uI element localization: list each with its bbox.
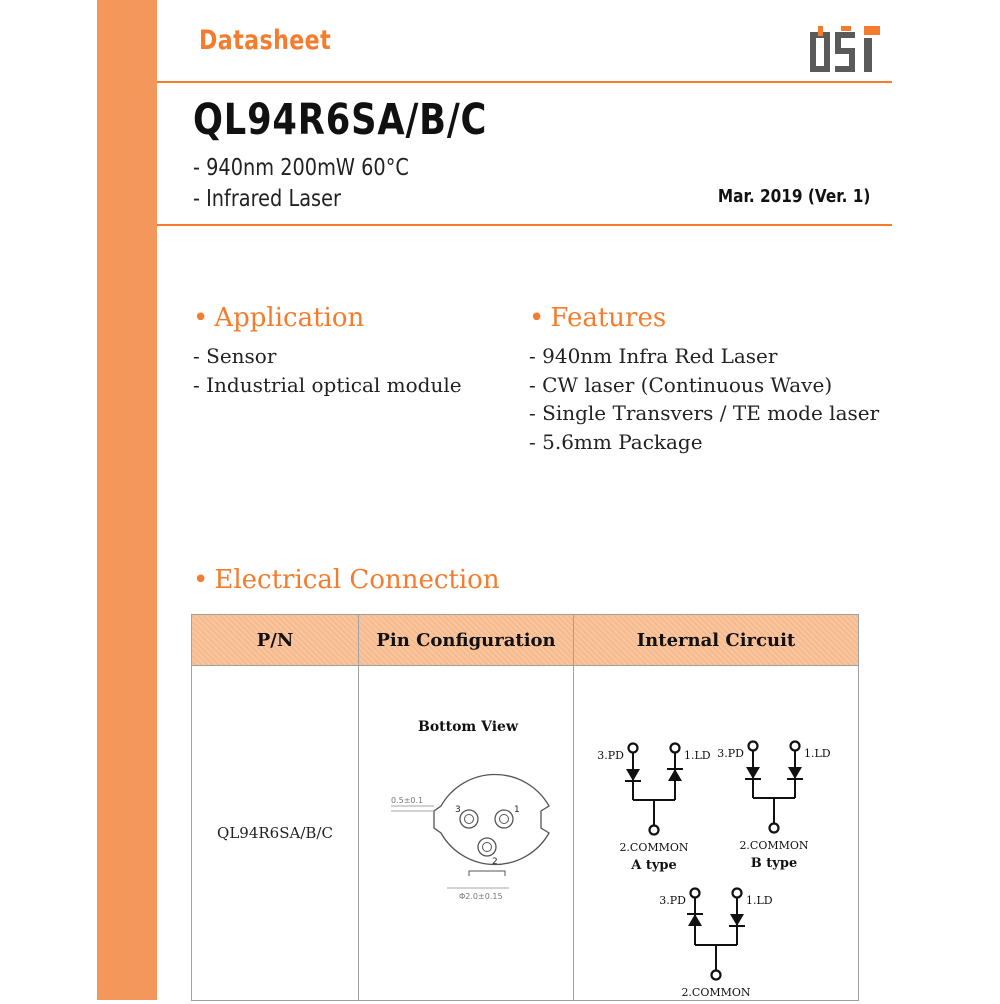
diode-icon (745, 767, 761, 779)
list-item: - CW laser (Continuous Wave) (529, 372, 833, 397)
pin-label-1: 1 (514, 805, 520, 815)
slot-dimension: 0.5±0.1 (391, 796, 424, 805)
revision-date: Mar. 2019 (Ver. 1) (717, 186, 870, 207)
part-number-cell: QL94R6SA/B/C (192, 666, 359, 1001)
spec-line: - 940nm 200mW 60°C (193, 155, 409, 181)
pin-1 (495, 810, 513, 828)
pin-3 (460, 810, 478, 828)
pin-dimension: Φ2.0±0.15 (459, 892, 503, 901)
diode-icon (667, 769, 683, 781)
left-accent-bar (97, 0, 157, 1000)
electrical-heading: • Electrical Connection (193, 565, 500, 595)
list-item: - Sensor (193, 344, 277, 368)
list-item: - Industrial optical module (193, 372, 462, 397)
package-outline (434, 774, 549, 864)
header-divider (157, 81, 892, 83)
title-divider (157, 224, 892, 226)
common-label: 2.COMMON (619, 841, 689, 854)
pin-configuration-diagram (359, 666, 574, 1000)
qsi-logo (808, 26, 882, 76)
diode-icon (729, 914, 745, 926)
column-header-pn: P/N (192, 615, 359, 666)
bullet-icon: • (529, 303, 545, 333)
pin-label-3: 3 (455, 805, 461, 815)
circuit-type-label: A type (631, 858, 677, 873)
list-item: - 940nm Infra Red Laser (529, 344, 778, 368)
diode-icon (687, 914, 703, 926)
internal-circuit-diagrams (574, 666, 859, 1000)
circuit-type-label: B type (750, 856, 798, 871)
pd-label: 3.PD (597, 749, 624, 762)
product-title: QL94R6SA/B/C (193, 95, 488, 145)
table-row (192, 666, 859, 1001)
ld-label: 1.LD (684, 749, 711, 762)
column-header-internal-circuit: Internal Circuit (574, 615, 859, 666)
circuit-3 (659, 889, 773, 1001)
bullet-icon: • (193, 565, 209, 595)
internal-circuit-cell (574, 666, 859, 1001)
list-item: - Single Transvers / TE mode laser (529, 401, 880, 425)
pd-label: 3.PD (717, 747, 744, 760)
datasheet-label: Datasheet (199, 25, 332, 56)
pin-2 (478, 838, 496, 856)
circuit-2 (717, 742, 831, 872)
column-header-pin-config: Pin Configuration (359, 615, 574, 666)
bottom-view-label: Bottom View (417, 719, 519, 735)
bullet-icon: • (193, 303, 209, 333)
circuit-1 (597, 744, 711, 874)
features-heading: • Features (529, 303, 667, 333)
application-list (193, 342, 462, 399)
type-line: - Infrared Laser (193, 186, 341, 212)
diode-icon (625, 769, 641, 781)
ld-label: 1.LD (804, 747, 831, 760)
pin-label-2: 2 (492, 857, 498, 867)
common-label: 2.COMMON (681, 986, 751, 999)
electrical-connection-table (191, 614, 859, 1001)
features-list (529, 342, 879, 456)
common-label: 2.COMMON (739, 839, 809, 852)
list-item: - 5.6mm Package (529, 429, 703, 454)
pin-configuration-cell (359, 666, 574, 1001)
pd-label: 3.PD (659, 894, 686, 907)
ld-label: 1.LD (746, 894, 773, 907)
diode-icon (787, 767, 803, 779)
application-heading: • Application (193, 303, 365, 333)
